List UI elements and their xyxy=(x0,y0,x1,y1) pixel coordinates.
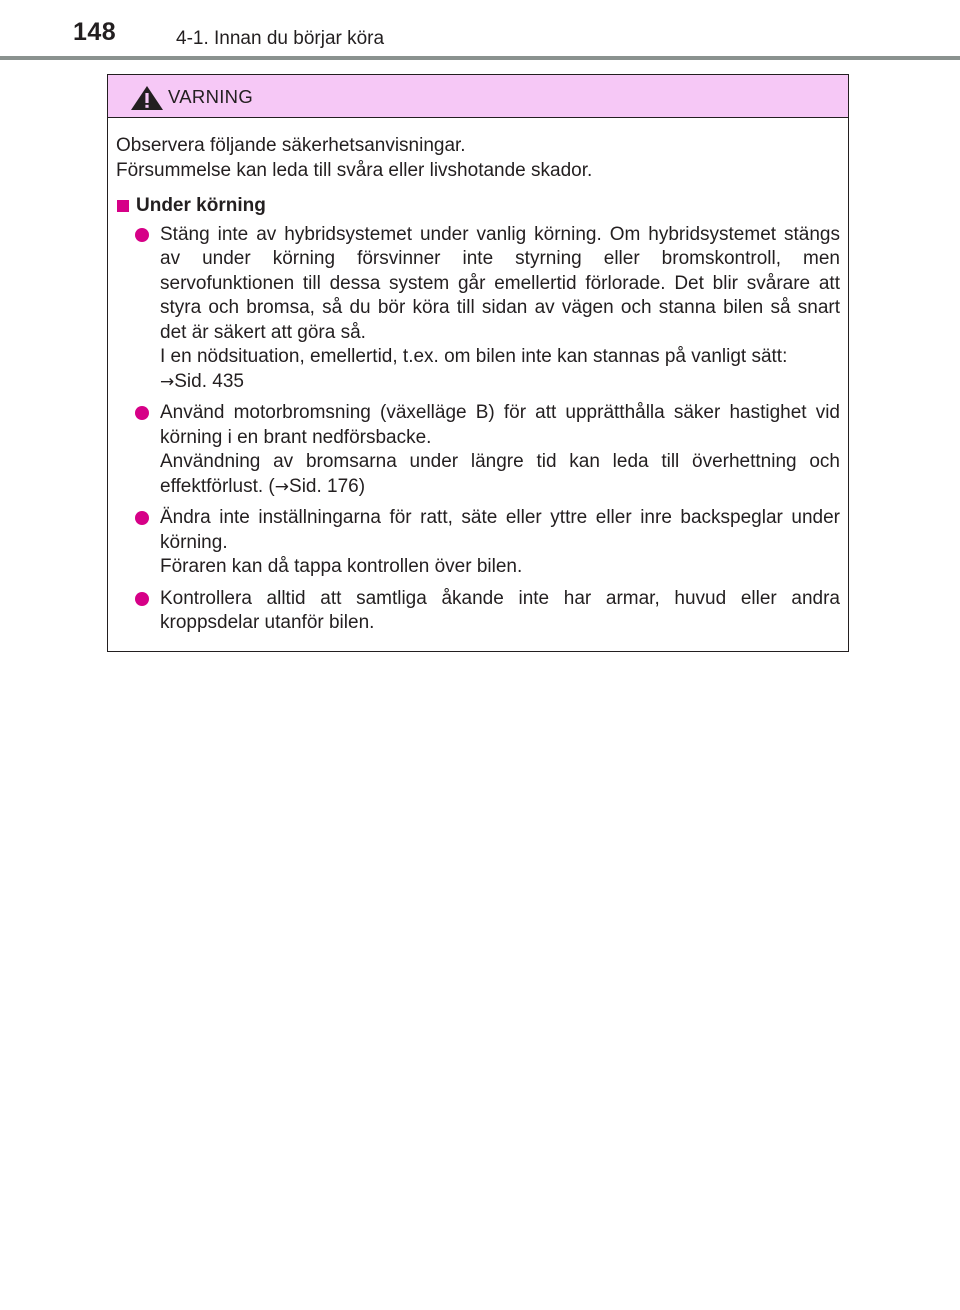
intro-line: Försummelse kan leda till svåra eller livshotande skador. xyxy=(116,159,593,181)
list-item-text-continued xyxy=(160,450,840,499)
square-bullet-icon xyxy=(117,200,129,212)
warning-header xyxy=(108,75,848,118)
list-item xyxy=(116,223,840,395)
cross-reference xyxy=(160,370,840,395)
warning-body xyxy=(108,118,848,636)
list-item xyxy=(116,506,840,580)
round-bullet-icon xyxy=(135,511,149,525)
arrow-right-icon: → xyxy=(274,476,290,497)
page-number: 148 xyxy=(73,18,117,46)
section-title: 4-1. Innan du börjar köra xyxy=(176,28,385,49)
list-item xyxy=(116,587,840,636)
list-item-text: Använd motorbromsning (växelläge B) för att upprätthålla säker hastighet vid körning i en brant nedförsbacke. xyxy=(160,402,840,448)
warning-triangle-icon xyxy=(130,85,164,111)
round-bullet-icon xyxy=(135,228,149,242)
round-bullet-icon xyxy=(135,592,149,606)
subsection-under-korning xyxy=(116,194,840,636)
page-header xyxy=(0,0,960,60)
list-item-text: Stäng inte av hybridsystemet under vanlig körning. Om hybridsystemet stängs av under körning försvinner inte styrning eller bromskontroll, men servofunktionen till dessa system går emellertid förlorade. Det blir svårare att styra och bromsa, så du bör köra till sidan av vägen och stanna bilen så snart det är säkert att göra så. xyxy=(160,223,840,343)
list-item-text-continued: Föraren kan då tappa kontrollen över bilen. xyxy=(160,556,523,577)
header-divider xyxy=(0,56,960,60)
subsection-heading-text: Under körning xyxy=(136,195,266,216)
round-bullet-icon xyxy=(135,406,149,420)
subsection-heading xyxy=(116,194,840,219)
list-item-text: Kontrollera alltid att samtliga åkande inte har armar, huvud eller andra kroppsdelar utanför bilen. xyxy=(160,587,840,633)
list-item xyxy=(116,401,840,499)
warning-title: VARNING xyxy=(168,86,254,107)
arrow-right-icon: → xyxy=(160,371,175,392)
cross-reference-text: Sid. 176 xyxy=(289,475,359,497)
cross-reference-suffix: ) xyxy=(358,475,366,497)
list-item-text-continued: I en nödsituation, emellertid, t.ex. om bilen inte kan stannas på vanligt sätt: xyxy=(160,346,788,367)
cross-reference-text: Sid. 435 xyxy=(174,370,244,392)
list-item-text-continued-body: Användning av bromsarna under längre tid kan leda till överhettning och effektförlust. ( xyxy=(160,451,840,497)
intro-line: Observera följande säkerhetsanvisningar. xyxy=(116,135,466,156)
warning-box xyxy=(107,74,849,652)
list-item-text: Ändra inte inställningarna för ratt, säte eller yttre eller inre backspeglar under körning. xyxy=(160,507,840,553)
